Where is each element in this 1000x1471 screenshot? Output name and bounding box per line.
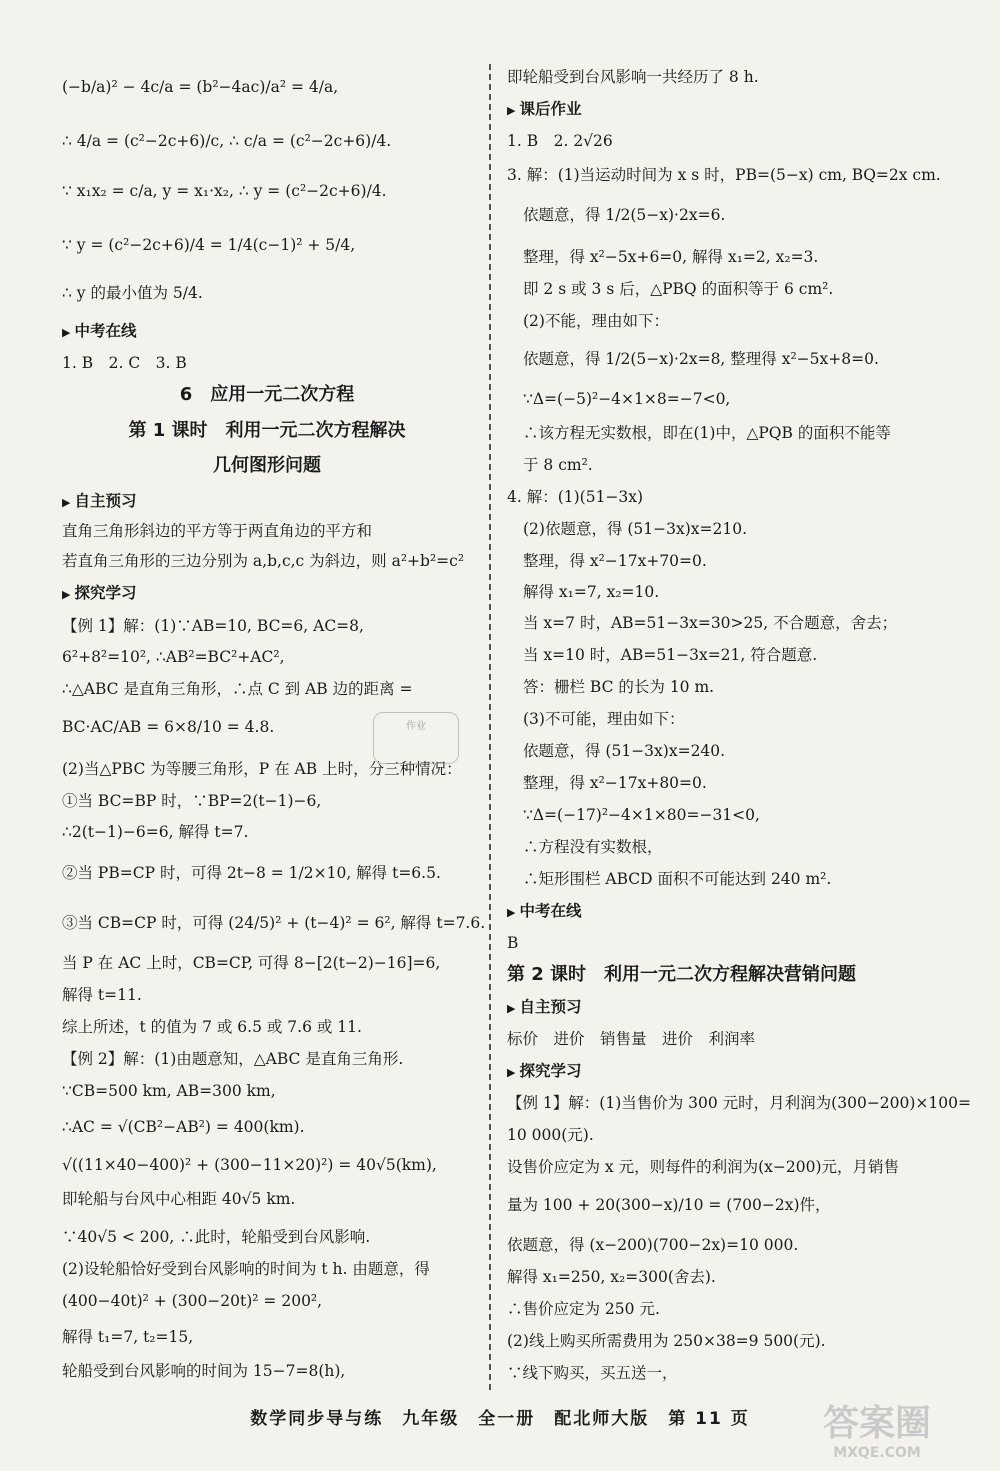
text-line: 量为 100 + 20(300−x)/10 = (700−2x)件， bbox=[507, 1196, 831, 1214]
text-line: (2)依题意，得 (51−3x)x=210. bbox=[523, 520, 748, 538]
section-heading: ▶ 课后作业 bbox=[507, 98, 581, 122]
text-line: ∴该方程无实数根，即在(1)中，△PQB 的面积不能等 bbox=[523, 424, 891, 442]
section-heading: ▶ 自主预习 bbox=[507, 996, 581, 1020]
text-line: ∵ y = (c²−2c+6)/4 = 1/4(c−1)² + 5/4, bbox=[62, 236, 356, 254]
stamp-mark bbox=[373, 712, 459, 764]
text-line: ∵Δ=(−17)²−4×1×80=−31<0, bbox=[523, 806, 760, 824]
text-line: 整理，得 x²−17x+80=0. bbox=[523, 774, 707, 792]
text-line: 答：栅栏 BC 的长为 10 m. bbox=[523, 678, 715, 696]
text-line: 即 2 s 或 3 s 后，△PBQ 的面积等于 6 cm². bbox=[523, 280, 834, 298]
text-line: (3)不可能，理由如下： bbox=[523, 710, 685, 728]
text-line: 依题意，得 (51−3x)x=240. bbox=[523, 742, 726, 760]
section-heading: ▶ 探究学习 bbox=[62, 582, 136, 606]
text-line: ③当 CB=CP 时，可得 (24/5)² + (t−4)² = 6², 解得 t=7.6. bbox=[62, 914, 486, 932]
text-line: 【例 1】解：(1)当售价为 300 元时，月利润为(300−200)×100= bbox=[507, 1094, 971, 1112]
text-line: (2)不能，理由如下： bbox=[523, 312, 669, 330]
text-line: ∵ x₁x₂ = c/a, y = x₁·x₂, ∴ y = (c²−2c+6)/4. bbox=[62, 182, 387, 200]
text-line: ∵Δ=(−5)²−4×1×8=−7<0, bbox=[523, 390, 731, 408]
text-line: 轮船受到台风影响的时间为 15−7=8(h), bbox=[62, 1362, 346, 1380]
lesson-title: 第 1 课时 利用一元二次方程解决 bbox=[128, 420, 406, 441]
text-line: ∵线下购买，买五送一， bbox=[507, 1364, 678, 1382]
text-line: ∴AC = √(CB²−AB²) = 400(km). bbox=[62, 1118, 305, 1136]
text-line: 综上所述，t 的值为 7 或 6.5 或 7.6 或 11. bbox=[62, 1018, 362, 1036]
text-line: ∵CB=500 km, AB=300 km, bbox=[62, 1082, 276, 1100]
text-line: 【例 2】解：(1)由题意知，△ABC 是直角三角形. bbox=[62, 1050, 404, 1068]
text-line: 3. 解：(1)当运动时间为 x s 时，PB=(5−x) cm, BQ=2x cm. bbox=[507, 166, 941, 184]
text-line: 于 8 cm². bbox=[523, 456, 593, 474]
text-line: (2)线上购买所需费用为 250×38=9 500(元). bbox=[507, 1332, 826, 1350]
stamp-text: 作业 bbox=[406, 721, 426, 732]
text-line: 标价 进价 销售量 进价 利润率 bbox=[507, 1030, 756, 1048]
text-line: ②当 PB=CP 时，可得 2t−8 = 1/2×10, 解得 t=6.5. bbox=[62, 864, 441, 882]
text-line: ∵40√5 < 200, ∴此时，轮船受到台风影响. bbox=[62, 1228, 371, 1246]
text-line: ∴ y 的最小值为 5/4. bbox=[62, 284, 203, 302]
text-line: 解得 x₁=250, x₂=300(舍去). bbox=[507, 1268, 716, 1286]
text-line: BC·AC/AB = 6×8/10 = 4.8. bbox=[62, 718, 275, 736]
text-line: 4. 解：(1)(51−3x) bbox=[507, 488, 644, 506]
text-line: ∴方程没有实数根， bbox=[523, 838, 663, 856]
text-line: 10 000(元). bbox=[507, 1126, 594, 1144]
section-heading: ▶ 中考在线 bbox=[507, 900, 581, 924]
column-divider bbox=[489, 64, 491, 1390]
text-line: ∴2(t−1)−6=6, 解得 t=7. bbox=[62, 823, 249, 841]
text-line: 当 x=7 时，AB=51−3x=30>25, 不合题意，舍去； bbox=[523, 614, 898, 632]
text-line: 解得 x₁=7, x₂=10. bbox=[523, 583, 660, 601]
text-line: ①当 BC=BP 时，∵BP=2(t−1)−6, bbox=[62, 792, 322, 810]
text-line: 整理，得 x²−5x+6=0, 解得 x₁=2, x₂=3. bbox=[523, 248, 819, 266]
text-line: 1. B 2. 2√26 bbox=[507, 132, 613, 150]
text-line: 1. B 2. C 3. B bbox=[62, 354, 187, 372]
lesson-title: 6 应用一元二次方程 bbox=[179, 384, 355, 405]
text-line: ∴ 4/a = (c²−2c+6)/c, ∴ c/a = (c²−2c+6)/4. bbox=[62, 132, 392, 150]
text-line: ∴△ABC 是直角三角形，∴点 C 到 AB 边的距离 = bbox=[62, 680, 413, 698]
text-line: 当 P 在 AC 上时，CB=CP, 可得 8−[2(t−2)−16]=6, bbox=[62, 954, 441, 972]
text-line: 解得 t₁=7, t₂=15, bbox=[62, 1328, 194, 1346]
text-line: 解得 t=11. bbox=[62, 986, 142, 1004]
text-line: (2)设轮船恰好受到台风影响的时间为 t h. 由题意，得 bbox=[62, 1260, 430, 1278]
text-line: 6²+8²=10², ∴AB²=BC²+AC², bbox=[62, 648, 285, 666]
lesson-title: 第 2 课时 利用一元二次方程解决营销问题 bbox=[507, 964, 857, 985]
watermark-logo bbox=[782, 1404, 972, 1464]
text-line: 若直角三角形的三边分别为 a,b,c,c 为斜边，则 a²+b²=c² bbox=[62, 552, 465, 570]
text-line: 即轮船与台风中心相距 40√5 km. bbox=[62, 1190, 296, 1208]
section-heading: ▶ 中考在线 bbox=[62, 320, 136, 344]
text-line: √((11×40−400)² + (300−11×20)²) = 40√5(km), bbox=[62, 1156, 437, 1174]
watermark-url: MXQE.COM bbox=[833, 1445, 921, 1461]
watermark-title: 答案圈 bbox=[822, 1403, 931, 1444]
text-line: ∴售价应定为 250 元. bbox=[507, 1300, 660, 1318]
section-heading: ▶ 自主预习 bbox=[62, 490, 136, 514]
text-line: 即轮船受到台风影响一共经历了 8 h. bbox=[507, 68, 759, 86]
text-line: (2)当△PBC 为等腰三角形，P 在 AB 上时，分三种情况： bbox=[62, 760, 462, 778]
text-line: 整理，得 x²−17x+70=0. bbox=[523, 552, 707, 570]
page-footer: 数学同步导与练 九年级 全一册 配北师大版 第 11 页 bbox=[250, 1409, 750, 1429]
text-line: (−b/a)² − 4c/a = (b²−4ac)/a² = 4/a, bbox=[62, 78, 339, 96]
text-line: 设售价应定为 x 元，则每件的利润为(x−200)元，月销售 bbox=[507, 1158, 900, 1176]
text-line: 当 x=10 时，AB=51−3x=21, 符合题意. bbox=[523, 646, 818, 664]
text-line: 【例 1】解：(1)∵AB=10, BC=6, AC=8, bbox=[62, 617, 364, 635]
lesson-title: 几何图形问题 bbox=[213, 455, 321, 476]
text-line: 直角三角形斜边的平方等于两直角边的平方和 bbox=[62, 522, 373, 540]
text-line: B bbox=[507, 934, 519, 952]
section-heading: ▶ 探究学习 bbox=[507, 1060, 581, 1084]
text-line: 依题意，得 (x−200)(700−2x)=10 000. bbox=[507, 1236, 799, 1254]
text-line: 依题意，得 1/2(5−x)·2x=8, 整理得 x²−5x+8=0. bbox=[523, 350, 879, 368]
text-line: ∴矩形围栏 ABCD 面积不可能达到 240 m². bbox=[523, 870, 832, 888]
text-line: (400−40t)² + (300−20t)² = 200², bbox=[62, 1292, 323, 1310]
text-line: 依题意，得 1/2(5−x)·2x=6. bbox=[523, 206, 726, 224]
